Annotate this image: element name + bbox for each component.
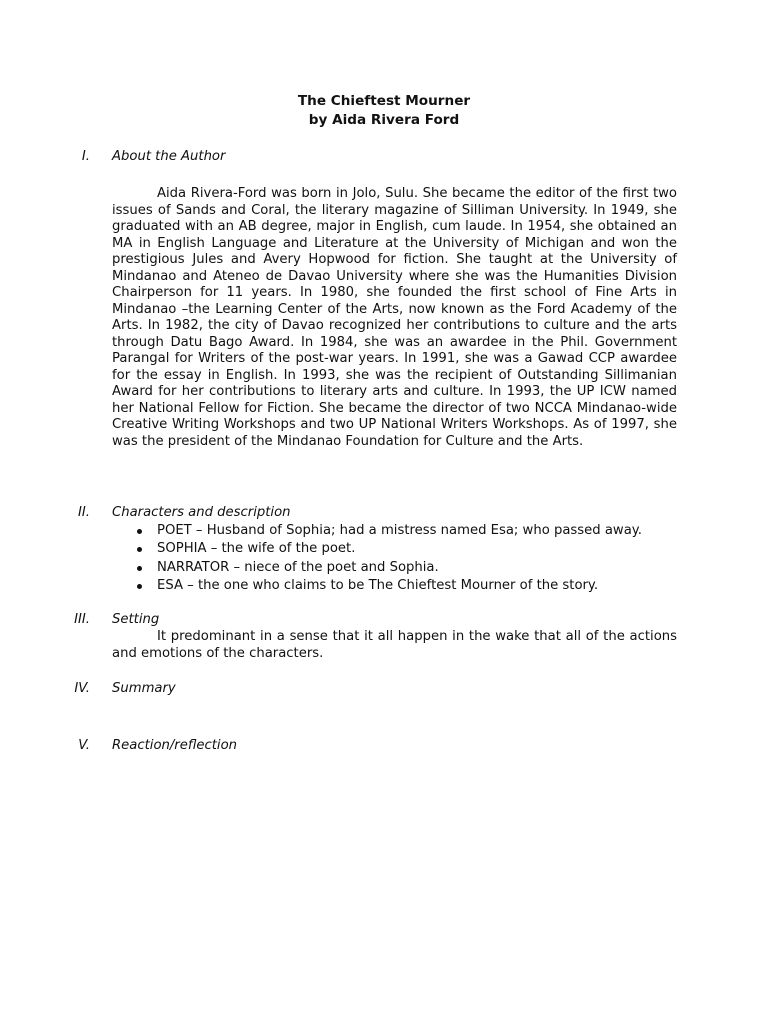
document-byline: by Aida Rivera Ford <box>308 112 460 128</box>
section-heading: Setting <box>112 612 160 627</box>
author-biography-paragraph: Aida Rivera-Ford was born in Jolo, Sulu. She became the editor of the first two issues of Sands and Coral, the literary magazine of Silliman University. In 1949, she graduated with an AB degree, major in English, cum laude. In 1954, she obtained an MA in English Language and Literature at the University of Michigan and won the prestigious Jules and Avery Hopwood for fiction. She taught at the University of Mindanao and Ateneo de Davao University where she was the Humanities Division Chairperson for 11 years. In 1980, she founded the first school of Fine Arts in Mindanao –the Learning Center of the Arts, now known as the Ford Academy of the Arts. In 1982, the city of Davao recognized her contributions to culture and the arts through Datu Bago Award. In 1984, she was an awardee in the Phil. Government Parangal for Writers of the post-war years. In 1991, she was a Gawad CCP awardee for the essay in English. In 1993, she was the recipient of Outstanding Sillimanian Award for her contributions to literary arts and culture. In 1993, the UP ICW named her National Fellow for Fiction. She became the director of two NCCA Mindanao-wide Creative Writing Workshops and two UP National Writers Workshops. As of 1997, she was the president of the Mindanao Foundation for Culture and the Arts. <box>112 186 677 449</box>
section-heading: About the Author <box>112 149 226 164</box>
section-numeral: IV. <box>74 681 90 696</box>
list-item <box>112 540 677 558</box>
section-heading: Summary <box>112 681 176 696</box>
document-title: The Chieftest Mourner <box>297 93 471 109</box>
list-item <box>112 577 677 595</box>
list-item <box>112 522 677 540</box>
section-numeral: V. <box>78 738 90 753</box>
character-description: SOPHIA – the wife of the poet. <box>157 541 356 557</box>
character-description: NARRATOR – niece of the poet and Sophia. <box>157 559 439 575</box>
setting-paragraph: It predominant in a sense that it all happen in the wake that all of the actions and emotions of the characters. <box>112 629 677 661</box>
bullet-icon <box>137 529 142 534</box>
list-item <box>112 559 677 577</box>
character-description: POET – Husband of Sophia; had a mistress named Esa; who passed away. <box>157 523 642 538</box>
bullet-icon <box>137 547 142 552</box>
section-numeral: I. <box>81 149 90 164</box>
bullet-icon <box>137 566 142 571</box>
character-description: ESA – the one who claims to be The Chieftest Mourner of the story. <box>157 577 599 593</box>
section-numeral: II. <box>78 505 90 520</box>
bullet-icon <box>137 584 142 589</box>
section-heading: Characters and description <box>112 505 291 520</box>
section-heading: Reaction/reflection <box>112 738 237 753</box>
section-numeral: III. <box>74 612 90 627</box>
characters-list <box>112 522 677 595</box>
